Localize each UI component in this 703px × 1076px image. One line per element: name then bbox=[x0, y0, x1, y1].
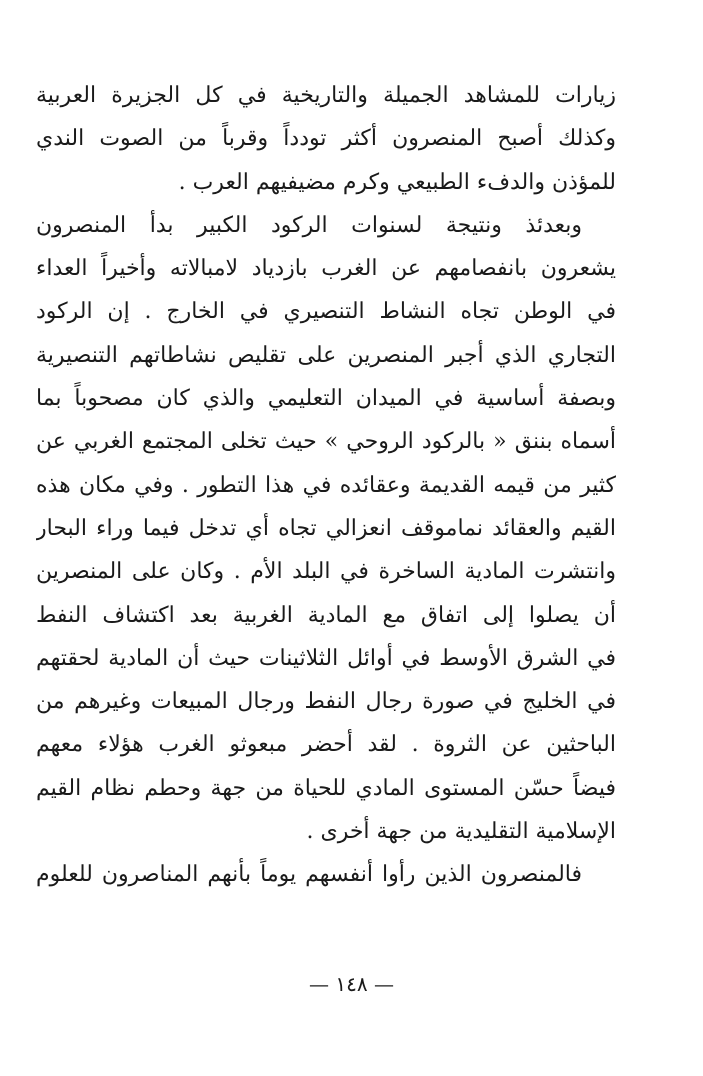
page-number: — ١٤٨ — bbox=[309, 972, 394, 996]
text-line: الباحثين عن الثروة . لقد أحضر مبعوثو الغرب هؤلاء معهم bbox=[36, 732, 616, 758]
text-line: فالمنصرون الذين رأوا أنفسهم يوماً بأنهم المناصرون للعلوم bbox=[36, 862, 582, 888]
text-line: زيارات للمشاهد الجميلة والتاريخية في كل الجزيرة العربية bbox=[36, 83, 616, 108]
text-line: وبعدئذ ونتيجة لسنوات الركود الكبير بدأ المنصرون bbox=[36, 212, 582, 238]
text-line: وانتشرت المادية الساخرة في البلد الأم . وكان على المنصرين bbox=[36, 559, 616, 585]
text-line: يشعرون بانفصامهم عن الغرب بازدياد لامبالاته وأخيراً العداء bbox=[36, 256, 616, 282]
body-text bbox=[36, 74, 616, 897]
text-line: في الشرق الأوسط في أوائل الثلاثينات حيث أن المادية لحقتهم bbox=[36, 645, 616, 671]
text-line: في الخليج في صورة رجال النفط ورجال المبيعات وغيرهم من bbox=[36, 689, 616, 715]
text-line: الإسلامية التقليدية من جهة أخرى . bbox=[306, 819, 616, 845]
text-line: أسماه بننق « بالركود الروحي » حيث تخلى المجتمع الغربي عن bbox=[36, 429, 616, 455]
text-line: القيم والعقائد نماموقف انعزالي تجاه أي تدخل فيما وراء البحار bbox=[36, 515, 616, 541]
text-line: فيضاً حسّن المستوى المادي للحياة من جهة وحطم نظام القيم bbox=[36, 775, 616, 801]
text-line: وبصفة أساسية في الميدان التعليمي والذي كان مصحوباً بما bbox=[36, 386, 616, 412]
text-line: التجاري الذي أجبر المنصرين على تقليص نشاطاتهم التنصيرية bbox=[36, 342, 616, 368]
text-line: وكذلك أصبح المنصرون أكثر تودداً وقرباً من الصوت الندي bbox=[36, 126, 616, 152]
text-line: في الوطن تجاه النشاط التنصيري في الخارج . إن الركود bbox=[36, 299, 616, 325]
text-line: للمؤذن والدفء الطبيعي وكرم مضيفيهم العرب . bbox=[178, 169, 616, 195]
text-line: أن يصلوا إلى اتفاق مع المادية الغربية بعد اكتشاف النفط bbox=[36, 602, 616, 628]
text-line: كثير من قيمه القديمة وعقائده في هذا التطور . وفي مكان هذه bbox=[36, 472, 616, 498]
